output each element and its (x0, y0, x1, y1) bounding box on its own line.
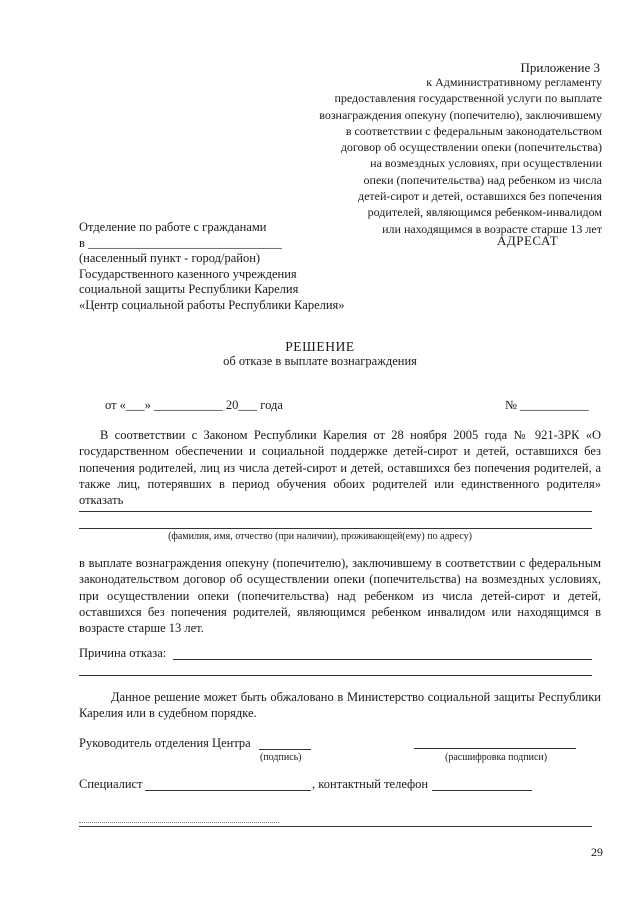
document-title: РЕШЕНИЕ (285, 339, 355, 354)
appendix-line: в соответствии с федеральным законодательством (345, 123, 602, 138)
appendix-line: или находящимся в возрасте старше 13 лет (382, 221, 602, 236)
reason-label: Причина отказа: (79, 646, 167, 660)
appendix-description (319, 74, 602, 237)
specialist-label: Специалист (79, 777, 143, 791)
name-caption: (фамилия, имя, отчество (при наличии), проживающей(ему) по адресу) (168, 531, 472, 542)
phone-line (432, 790, 532, 791)
sender-location-caption: (населенный пункт - город/район) (79, 251, 261, 265)
reason-line (79, 675, 592, 676)
decoding-line (414, 748, 576, 749)
appendix-line: опеки (попечительства) над ребенком из числа (363, 172, 602, 187)
decoding-caption: (расшифровка подписи) (445, 752, 548, 763)
appendix-line: предоставления государственной услуги по выплате (334, 91, 602, 106)
sender-institution: Государственного казенного учреждения (79, 266, 297, 281)
name-line (79, 528, 592, 529)
appendix-line: детей-сирот и детей, оставшихся без попечения (357, 189, 602, 204)
refusal-paragraph: в выплате вознаграждения опекуну (попечителю), заключившему в соответствии с федеральным законодательством договор об осуществлении опеки (попечительства) на возмездных условиях, при осуществлении опеки (попечительства) над ребенком из числа детей-сирот и детей, оставшихся без попечения родителей, являющимся ребенком инвалидом или находящимся в возрасте старше 13 лет. (79, 556, 601, 636)
reason-line (173, 659, 592, 660)
page-number: 29 (591, 845, 603, 859)
phone-label: , контактный телефон (312, 777, 429, 791)
appendix-line: на возмездных условиях, при осуществлении (370, 156, 602, 171)
sender-block (79, 220, 345, 313)
signature-caption: (подпись) (260, 752, 302, 763)
signature-line (259, 749, 311, 750)
specialist-line (145, 790, 311, 791)
sender-institution-name: «Центр социальной работы Республики Карелия» (79, 297, 345, 312)
sender-institution: социальной защиты Республики Карелия (79, 282, 299, 296)
appendix-line: вознаграждения опекуну (попечителю), заключившему (319, 107, 602, 122)
number-field: № ___________ (505, 398, 589, 412)
decision-paragraph: В соответствии с Законом Республики Карелия от 28 ноября 2005 года № 921-ЗРК «О государственном обеспечении и социальной поддержке детей-сирот и детей, оставшихся без попечения родителей, лиц из числа детей-сирот и детей, оставшихся без попечения родителей, а также лиц, потерявших в период обучения обоих родителей или единственного родителя» отказать (79, 428, 601, 508)
bottom-rule (79, 826, 592, 827)
sender-location-field: в _______________________________ (79, 235, 282, 250)
appendix-line: к Административному регламенту (426, 75, 602, 89)
appendix-title: Приложение 3 (520, 60, 600, 75)
addressee-label: АДРЕСАТ (497, 233, 559, 248)
name-line (79, 511, 592, 512)
appeal-paragraph: Данное решение может быть обжаловано в Министерство социальной защиты Республики Карелия или в судебном порядке. (79, 690, 601, 721)
sender-department: Отделение по работе с гражданами (79, 220, 267, 234)
document-subtitle: об отказе в выплате вознаграждения (223, 354, 417, 368)
appendix-line: договор об осуществлении опеки (попечительства) (340, 140, 602, 155)
appendix-line: родителей, являющимся ребенком-инвалидом (367, 205, 602, 220)
bottom-dots (79, 822, 279, 823)
date-field: от «___» ___________ 20___ года (105, 398, 283, 412)
head-label: Руководитель отделения Центра (79, 736, 251, 750)
